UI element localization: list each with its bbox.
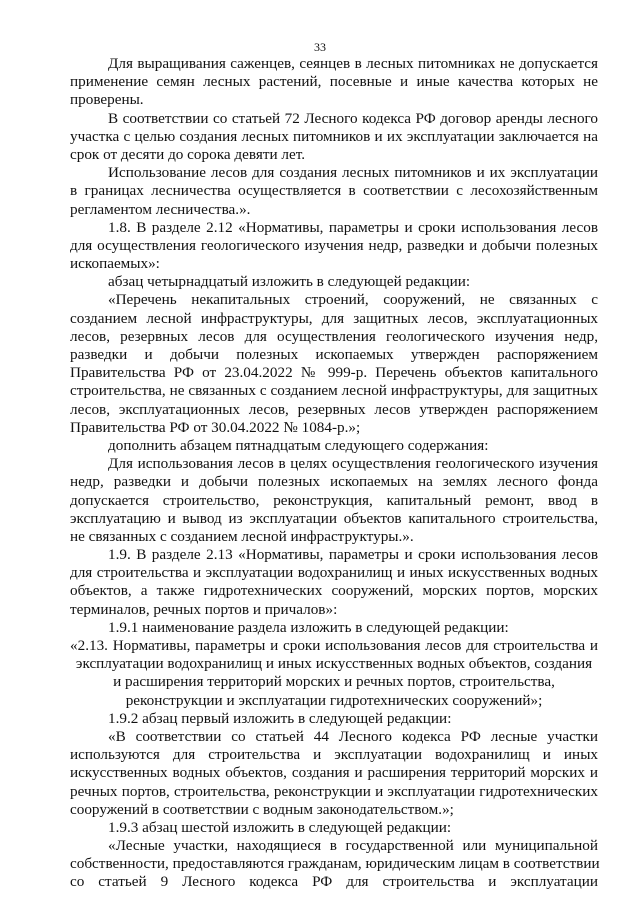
text-line: В соответствии со статьей 72 Лесного кодекса РФ договор аренды лесного — [108, 109, 598, 127]
text-line: созданием лесной инфраструктуры, для защитных лесов, эксплуатационных — [70, 309, 598, 327]
text-line: терминалов, речных портов и причалов»: — [70, 600, 338, 618]
text-line: допускается строительство, реконструкция, капитальный ремонт, ввод в — [70, 491, 598, 509]
text-line: не связанных с созданием лесной инфраструктуры.». — [70, 527, 414, 545]
text-line: «В соответствии со статьей 44 Лесного кодекса РФ лесные участки — [108, 727, 598, 745]
text-line: для осуществления геологического изучения недр, разведки и добычи полезных — [70, 236, 598, 254]
text-line: Для выращивания саженцев, сеянцев в лесных питомниках не допускается — [108, 55, 598, 72]
text-line: 1.9.1 наименование раздела изложить в следующей редакции: — [108, 618, 509, 636]
text-line: лесов, резервных лесов для осуществления геологического изучения недр, — [70, 327, 598, 345]
text-line: реконструкции и эксплуатации гидротехнических сооружений»; — [125, 691, 543, 709]
text-line: недр, разведки и добычи полезных ископаемых на землях лесного фонда — [70, 473, 598, 491]
text-line: строительства, не связанных с созданием лесной инфраструктуры, для защитных — [70, 382, 598, 400]
text-line: «Перечень некапитальных строений, сооружений, не связанных с — [108, 291, 598, 309]
text-line: применение семян лесных растений, посевные и иные качества которых не — [70, 73, 598, 91]
text-line: объектов, а также гидротехнических сооружений, морских портов, морских — [70, 582, 598, 600]
text-line: ископаемых»: — [70, 255, 160, 273]
text-line: разведки и добычи полезных ископаемых утвержден распоряжением — [70, 346, 598, 363]
text-line: собственности, предоставляются гражданам, юридическим лицам в соответствии — [70, 855, 600, 873]
text-line: проверены. — [70, 91, 144, 109]
text-line: 1.9. В разделе 2.13 «Нормативы, параметры и сроки использования лесов — [108, 546, 598, 564]
text-line: сооружений в соответствии с водным законодательством.»; — [70, 800, 454, 818]
document-body — [70, 55, 598, 892]
text-line: речных портов, строительства, реконструкции и эксплуатации гидротехнических — [70, 782, 598, 800]
text-line: «2.13. Нормативы, параметры и сроки использования лесов для строительства и — [70, 637, 598, 654]
text-line: лесов, эксплуатационных лесов, резервных лесов утвержден распоряжением — [70, 400, 598, 418]
text-line: для строительства и эксплуатации водохранилищ и иных искусственных водных — [70, 564, 598, 582]
text-line: Использование лесов для создания лесных питомников и их эксплуатации — [108, 164, 598, 182]
text-line: Правительства РФ от 30.04.2022 № 1084-р.»; — [70, 418, 361, 436]
text-line: дополнить абзацем пятнадцатым следующего содержания: — [108, 436, 489, 454]
text-line: Для использования лесов в целях осуществления геологического изучения — [108, 455, 598, 473]
text-line: искусственных водных объектов, создания и расширения территорий морских и — [70, 764, 598, 782]
text-line: со статьей 9 Лесного кодекса РФ для строительства и эксплуатации — [70, 873, 598, 891]
text-line: эксплуатации водохранилищ и иных искусственных водных объектов, создания — [75, 655, 593, 673]
text-line: абзац четырнадцатый изложить в следующей редакции: — [108, 273, 471, 291]
page-number: 33 — [314, 40, 326, 54]
text-line: 1.8. В разделе 2.12 «Нормативы, параметры и сроки использования лесов — [108, 218, 598, 236]
text-line: «Лесные участки, находящиеся в государственной или муниципальной — [108, 837, 598, 855]
text-line: в границах лесничества осуществляется в соответствии с лесохозяйственным — [70, 182, 598, 200]
text-line: срок от десяти до сорока девяти лет. — [70, 145, 305, 163]
text-line: используются для строительства и эксплуатации водохранилищ и иных — [70, 746, 598, 764]
text-line: Правительства РФ от 23.04.2022 № 999-р. Перечень объектов капитального — [70, 364, 598, 382]
text-line: 1.9.3 абзац шестой изложить в следующей редакции: — [108, 818, 452, 836]
text-line: эксплуатацию и вывод из эксплуатации объектов капитального строительства, — [70, 509, 598, 527]
text-line: участка с целью создания лесных питомников и их эксплуатации заключается на — [70, 127, 598, 145]
text-line: и расширения территорий морских и речных портов, строительства, — [113, 673, 555, 691]
text-line: 1.9.2 абзац первый изложить в следующей редакции: — [108, 709, 452, 727]
text-line: регламентом лесничества.». — [70, 200, 251, 218]
